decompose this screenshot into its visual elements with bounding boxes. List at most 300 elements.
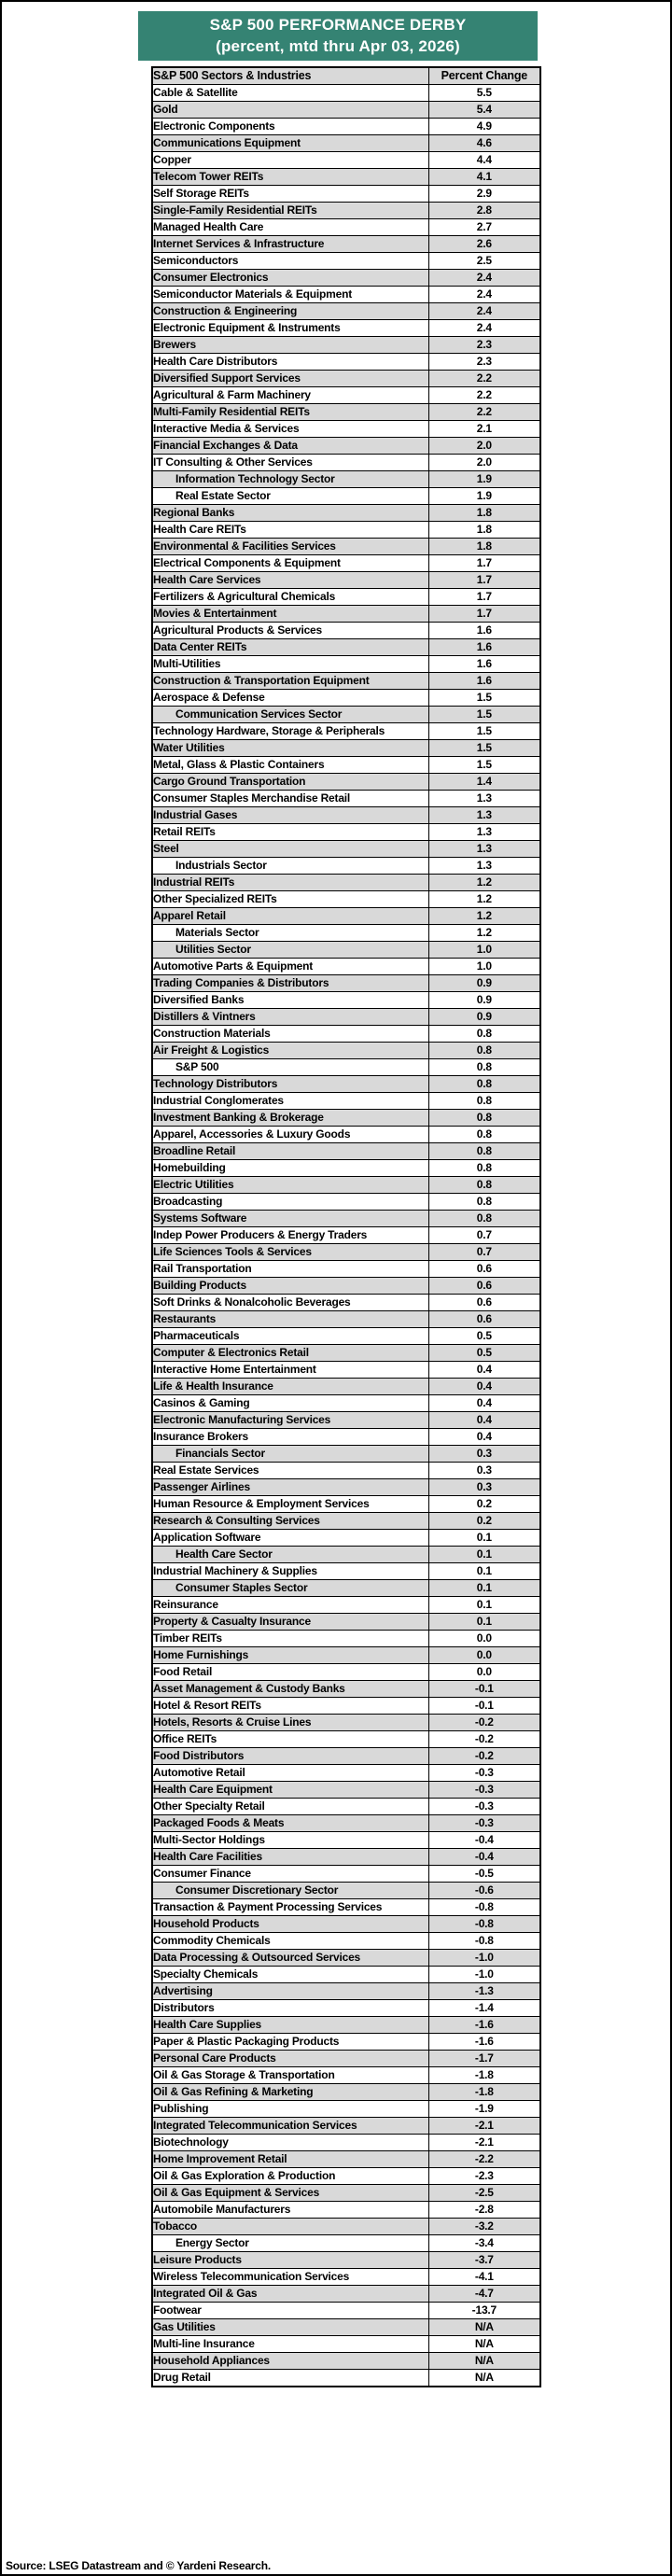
table-row — [152, 2151, 540, 2168]
table-row — [152, 2319, 540, 2336]
table-row — [152, 1311, 540, 1328]
table-row — [152, 2168, 540, 2185]
percent-change-cell: 1.3 — [428, 824, 540, 841]
sector-name-cell: Reinsurance — [152, 1597, 428, 1614]
table-row — [152, 2303, 540, 2319]
table-row — [152, 387, 540, 404]
sector-name-cell: Food Retail — [152, 1664, 428, 1681]
sector-name-cell: Automotive Parts & Equipment — [152, 959, 428, 975]
sector-name-cell: Industrials Sector — [152, 858, 428, 875]
sector-name-cell: Utilities Sector — [152, 942, 428, 959]
table-row — [152, 1547, 540, 1563]
percent-change-cell: 0.8 — [428, 1127, 540, 1143]
percent-change-cell: 1.8 — [428, 539, 540, 555]
report-title: S&P 500 PERFORMANCE DERBY — [209, 16, 467, 34]
sector-name-cell: Household Appliances — [152, 2353, 428, 2370]
table-row — [152, 354, 540, 371]
percent-change-cell: 1.8 — [428, 522, 540, 539]
percent-change-cell: 1.5 — [428, 740, 540, 757]
table-row — [152, 2219, 540, 2235]
percent-change-cell: 4.6 — [428, 135, 540, 152]
sector-name-cell: Human Resource & Employment Services — [152, 1496, 428, 1513]
table-row — [152, 1059, 540, 1076]
table-row — [152, 2000, 540, 2017]
table-row — [152, 1160, 540, 1177]
table-row — [152, 1496, 540, 1513]
sector-name-cell: Consumer Staples Merchandise Retail — [152, 791, 428, 807]
percent-change-cell: 2.4 — [428, 303, 540, 320]
table-row — [152, 169, 540, 186]
table-row — [152, 2370, 540, 2387]
sector-name-cell: Hotels, Resorts & Cruise Lines — [152, 1715, 428, 1731]
table-row — [152, 1009, 540, 1026]
percent-change-cell: 1.2 — [428, 875, 540, 891]
percent-change-cell: -3.7 — [428, 2252, 540, 2269]
percent-change-cell: 1.7 — [428, 555, 540, 572]
percent-change-cell: 1.3 — [428, 807, 540, 824]
sector-name-cell: Oil & Gas Refining & Marketing — [152, 2084, 428, 2101]
sector-name-cell: Wireless Telecommunication Services — [152, 2269, 428, 2286]
table-row — [152, 1967, 540, 1983]
percent-change-cell: 0.8 — [428, 1177, 540, 1194]
table-row — [152, 522, 540, 539]
sector-name-cell: Industrial REITs — [152, 875, 428, 891]
table-row — [152, 1362, 540, 1379]
sector-name-cell: Cargo Ground Transportation — [152, 774, 428, 791]
sector-name-cell: Construction & Transportation Equipment — [152, 673, 428, 690]
table-row — [152, 320, 540, 337]
sector-name-cell: Systems Software — [152, 1211, 428, 1227]
table-row — [152, 1278, 540, 1295]
sector-name-cell: Tobacco — [152, 2219, 428, 2235]
table-row — [152, 1916, 540, 1933]
sector-name-cell: Electronic Manufacturing Services — [152, 1412, 428, 1429]
percent-change-cell: 0.7 — [428, 1244, 540, 1261]
percent-change-cell: 0.0 — [428, 1647, 540, 1664]
percent-change-cell: 1.3 — [428, 791, 540, 807]
sector-name-cell: Consumer Staples Sector — [152, 1580, 428, 1597]
percent-change-cell: 0.2 — [428, 1513, 540, 1530]
sector-name-cell: S&P 500 — [152, 1059, 428, 1076]
sector-name-cell: Insurance Brokers — [152, 1429, 428, 1446]
table-row — [152, 135, 540, 152]
sector-name-cell: Multi-Sector Holdings — [152, 1832, 428, 1849]
table-row — [152, 1143, 540, 1160]
table-row — [152, 337, 540, 354]
percent-change-cell: 1.7 — [428, 589, 540, 606]
table-row — [152, 1395, 540, 1412]
percent-change-cell: -3.4 — [428, 2235, 540, 2252]
sector-name-cell: Information Technology Sector — [152, 471, 428, 488]
table-row — [152, 1883, 540, 1899]
sector-name-cell: Real Estate Services — [152, 1463, 428, 1479]
sector-name-cell: Rail Transportation — [152, 1261, 428, 1278]
table-row — [152, 253, 540, 270]
table-row — [152, 1782, 540, 1799]
sector-name-cell: Data Processing & Outsourced Services — [152, 1950, 428, 1967]
table-row — [152, 992, 540, 1009]
sector-name-cell: Research & Consulting Services — [152, 1513, 428, 1530]
sector-name-cell: Technology Distributors — [152, 1076, 428, 1093]
percent-change-cell: 0.8 — [428, 1194, 540, 1211]
percent-change-cell: -2.1 — [428, 2118, 540, 2135]
sector-name-cell: Steel — [152, 841, 428, 858]
sector-name-cell: Building Products — [152, 1278, 428, 1295]
table-row — [152, 1244, 540, 1261]
percent-change-cell: -0.8 — [428, 1916, 540, 1933]
sector-name-cell: Health Care Equipment — [152, 1782, 428, 1799]
table-row — [152, 707, 540, 723]
percent-change-cell: 1.2 — [428, 925, 540, 942]
percent-change-cell: 0.1 — [428, 1547, 540, 1563]
table-row — [152, 1698, 540, 1715]
sector-name-cell: Fertilizers & Agricultural Chemicals — [152, 589, 428, 606]
sector-name-cell: Paper & Plastic Packaging Products — [152, 2034, 428, 2051]
sector-name-cell: Health Care Sector — [152, 1547, 428, 1563]
table-row — [152, 421, 540, 438]
percent-change-cell: 2.4 — [428, 270, 540, 287]
table-row — [152, 1295, 540, 1311]
sector-name-cell: Electric Utilities — [152, 1177, 428, 1194]
table-row — [152, 1379, 540, 1395]
percent-change-cell: -0.2 — [428, 1731, 540, 1748]
sector-name-cell: Automobile Manufacturers — [152, 2202, 428, 2219]
table-row — [152, 303, 540, 320]
sector-name-cell: Industrial Conglomerates — [152, 1093, 428, 1110]
table-row — [152, 1849, 540, 1866]
sector-name-cell: Gold — [152, 102, 428, 119]
percent-change-cell: -2.3 — [428, 2168, 540, 2185]
sector-name-cell: Agricultural Products & Services — [152, 623, 428, 639]
sector-name-cell: Air Freight & Logistics — [152, 1043, 428, 1059]
percent-change-cell: 1.5 — [428, 757, 540, 774]
percent-change-cell: 2.4 — [428, 320, 540, 337]
percent-change-cell: 1.2 — [428, 891, 540, 908]
table-row — [152, 1429, 540, 1446]
percent-change-cell: 1.6 — [428, 673, 540, 690]
percent-change-cell: 1.7 — [428, 572, 540, 589]
percent-change-cell: -0.2 — [428, 1715, 540, 1731]
table-row — [152, 1950, 540, 1967]
percent-change-cell: 1.8 — [428, 505, 540, 522]
percent-change-cell: -4.7 — [428, 2286, 540, 2303]
table-row — [152, 152, 540, 169]
table-row — [152, 2202, 540, 2219]
percent-change-cell: -2.2 — [428, 2151, 540, 2168]
table-row — [152, 539, 540, 555]
table-row — [152, 85, 540, 102]
sector-name-cell: Industrial Machinery & Supplies — [152, 1563, 428, 1580]
sector-name-cell: Internet Services & Infrastructure — [152, 236, 428, 253]
sector-name-cell: Semiconductors — [152, 253, 428, 270]
percent-change-cell: 0.4 — [428, 1412, 540, 1429]
table-row — [152, 1177, 540, 1194]
percent-change-cell: 0.2 — [428, 1496, 540, 1513]
table-row — [152, 1597, 540, 1614]
sector-name-cell: Timber REITs — [152, 1631, 428, 1647]
table-row — [152, 1026, 540, 1043]
percent-change-cell: 1.9 — [428, 488, 540, 505]
table-row — [152, 1563, 540, 1580]
table-row — [152, 1899, 540, 1916]
sector-name-cell: Application Software — [152, 1530, 428, 1547]
percent-change-cell: -2.5 — [428, 2185, 540, 2202]
percent-change-cell: 4.9 — [428, 119, 540, 135]
sector-name-cell: Single-Family Residential REITs — [152, 203, 428, 219]
table-row — [152, 723, 540, 740]
sector-name-cell: Property & Casualty Insurance — [152, 1614, 428, 1631]
sector-name-cell: Retail REITs — [152, 824, 428, 841]
sector-name-cell: Transaction & Payment Processing Services — [152, 1899, 428, 1916]
sector-name-cell: Multi-Family Residential REITs — [152, 404, 428, 421]
sector-name-cell: Self Storage REITs — [152, 186, 428, 203]
percent-change-cell: 0.0 — [428, 1664, 540, 1681]
percent-change-cell: -1.6 — [428, 2017, 540, 2034]
table-row — [152, 1076, 540, 1093]
sector-name-cell: Indep Power Producers & Energy Traders — [152, 1227, 428, 1244]
sector-name-cell: Integrated Telecommunication Services — [152, 2118, 428, 2135]
sector-name-cell: Aerospace & Defense — [152, 690, 428, 707]
table-row — [152, 1127, 540, 1143]
percent-change-cell: -0.3 — [428, 1815, 540, 1832]
sector-name-cell: Apparel Retail — [152, 908, 428, 925]
sector-name-cell: Electrical Components & Equipment — [152, 555, 428, 572]
percent-change-cell: 0.5 — [428, 1328, 540, 1345]
sector-name-cell: Other Specialty Retail — [152, 1799, 428, 1815]
table-row — [152, 1631, 540, 1647]
table-row — [152, 2135, 540, 2151]
table-row — [152, 2067, 540, 2084]
sector-name-cell: Integrated Oil & Gas — [152, 2286, 428, 2303]
table-row — [152, 2101, 540, 2118]
table-row — [152, 1815, 540, 1832]
percent-change-cell: -1.9 — [428, 2101, 540, 2118]
percent-change-cell: 0.4 — [428, 1379, 540, 1395]
sector-name-cell: Regional Banks — [152, 505, 428, 522]
sector-name-cell: Health Care REITs — [152, 522, 428, 539]
table-row — [152, 471, 540, 488]
sector-name-cell: Drug Retail — [152, 2370, 428, 2387]
percent-change-cell: 0.1 — [428, 1563, 540, 1580]
table-row — [152, 438, 540, 455]
table-row — [152, 673, 540, 690]
percent-change-cell: 1.0 — [428, 959, 540, 975]
sector-name-cell: Telecom Tower REITs — [152, 169, 428, 186]
sector-name-cell: Packaged Foods & Meats — [152, 1815, 428, 1832]
percent-change-cell: 0.7 — [428, 1227, 540, 1244]
table-row — [152, 1799, 540, 1815]
percent-change-cell: N/A — [428, 2370, 540, 2387]
table-row — [152, 488, 540, 505]
percent-change-cell: 0.3 — [428, 1446, 540, 1463]
percent-change-cell: 0.8 — [428, 1076, 540, 1093]
sector-name-cell: IT Consulting & Other Services — [152, 455, 428, 471]
percent-change-cell: 0.4 — [428, 1362, 540, 1379]
table-row — [152, 690, 540, 707]
percent-change-cell: 0.3 — [428, 1479, 540, 1496]
percent-change-cell: 4.1 — [428, 169, 540, 186]
table-row — [152, 505, 540, 522]
sector-name-cell: Broadline Retail — [152, 1143, 428, 1160]
percent-change-cell: -0.3 — [428, 1799, 540, 1815]
sector-name-cell: Communication Services Sector — [152, 707, 428, 723]
table-header-row — [152, 67, 540, 85]
table-row — [152, 959, 540, 975]
sector-name-cell: Construction Materials — [152, 1026, 428, 1043]
table-row — [152, 1681, 540, 1698]
percent-change-cell: 0.1 — [428, 1597, 540, 1614]
percent-change-cell: -0.3 — [428, 1765, 540, 1782]
percent-change-cell: 2.8 — [428, 203, 540, 219]
sector-name-cell: Energy Sector — [152, 2235, 428, 2252]
table-row — [152, 1446, 540, 1463]
table-row — [152, 1832, 540, 1849]
table-row — [152, 2051, 540, 2067]
table-row — [152, 1513, 540, 1530]
table-row — [152, 925, 540, 942]
sector-name-cell: Interactive Home Entertainment — [152, 1362, 428, 1379]
percent-change-cell: 2.7 — [428, 219, 540, 236]
percent-change-cell: -0.1 — [428, 1698, 540, 1715]
sector-name-cell: Trading Companies & Distributors — [152, 975, 428, 992]
sector-name-cell: Asset Management & Custody Banks — [152, 1681, 428, 1698]
table-row — [152, 639, 540, 656]
sector-name-cell: Soft Drinks & Nonalcoholic Beverages — [152, 1295, 428, 1311]
table-row — [152, 1715, 540, 1731]
sector-name-cell: Construction & Engineering — [152, 303, 428, 320]
percent-change-cell: 2.4 — [428, 287, 540, 303]
percent-change-cell: 0.8 — [428, 1143, 540, 1160]
percent-change-cell: 0.0 — [428, 1631, 540, 1647]
percent-change-cell: -2.1 — [428, 2135, 540, 2151]
percent-change-cell: 2.0 — [428, 455, 540, 471]
percent-change-cell: 0.4 — [428, 1395, 540, 1412]
sector-name-cell: Leisure Products — [152, 2252, 428, 2269]
percent-change-cell: 1.3 — [428, 841, 540, 858]
table-row — [152, 589, 540, 606]
percent-change-cell: 2.3 — [428, 354, 540, 371]
sector-name-cell: Apparel, Accessories & Luxury Goods — [152, 1127, 428, 1143]
percent-change-cell: -0.1 — [428, 1681, 540, 1698]
percent-change-cell: 0.6 — [428, 1295, 540, 1311]
sector-name-cell: Other Specialized REITs — [152, 891, 428, 908]
sector-name-cell: Interactive Media & Services — [152, 421, 428, 438]
table-row — [152, 1664, 540, 1681]
sector-name-cell: Diversified Support Services — [152, 371, 428, 387]
percent-change-cell: -0.5 — [428, 1866, 540, 1883]
percent-change-cell: 0.8 — [428, 1160, 540, 1177]
percent-change-cell: 4.4 — [428, 152, 540, 169]
table-row — [152, 1110, 540, 1127]
percent-change-cell: N/A — [428, 2336, 540, 2353]
table-row — [152, 1093, 540, 1110]
sector-name-cell: Movies & Entertainment — [152, 606, 428, 623]
column-header-sectors: S&P 500 Sectors & Industries — [152, 67, 428, 85]
percent-change-cell: 0.6 — [428, 1278, 540, 1295]
table-row — [152, 858, 540, 875]
table-row — [152, 623, 540, 639]
percent-change-cell: 2.2 — [428, 387, 540, 404]
table-row — [152, 1043, 540, 1059]
sector-name-cell: Semiconductor Materials & Equipment — [152, 287, 428, 303]
percent-change-cell: -0.4 — [428, 1849, 540, 1866]
percent-change-cell: 0.8 — [428, 1059, 540, 1076]
sector-name-cell: Computer & Electronics Retail — [152, 1345, 428, 1362]
sector-name-cell: Homebuilding — [152, 1160, 428, 1177]
table-row — [152, 824, 540, 841]
report-subtitle: (percent, mtd thru Apr 03, 2026) — [216, 37, 460, 55]
percent-change-cell: 0.1 — [428, 1530, 540, 1547]
percent-change-cell: 1.9 — [428, 471, 540, 488]
table-row — [152, 287, 540, 303]
column-header-percent-change: Percent Change — [428, 67, 540, 85]
sector-name-cell: Materials Sector — [152, 925, 428, 942]
sector-name-cell: Home Improvement Retail — [152, 2151, 428, 2168]
sector-name-cell: Health Care Services — [152, 572, 428, 589]
percent-change-cell: 0.8 — [428, 1043, 540, 1059]
table-row — [152, 841, 540, 858]
table-row — [152, 656, 540, 673]
table-row — [152, 975, 540, 992]
sector-name-cell: Gas Utilities — [152, 2319, 428, 2336]
report-title-box — [138, 11, 538, 61]
table-row — [152, 2353, 540, 2370]
table-row — [152, 1194, 540, 1211]
table-row — [152, 1731, 540, 1748]
percent-change-cell: 1.2 — [428, 908, 540, 925]
sector-name-cell: Casinos & Gaming — [152, 1395, 428, 1412]
sector-name-cell: Metal, Glass & Plastic Containers — [152, 757, 428, 774]
percent-change-cell: 1.5 — [428, 707, 540, 723]
sector-name-cell: Brewers — [152, 337, 428, 354]
sector-name-cell: Oil & Gas Exploration & Production — [152, 2168, 428, 2185]
table-row — [152, 891, 540, 908]
sector-name-cell: Automotive Retail — [152, 1765, 428, 1782]
percent-change-cell: 0.3 — [428, 1463, 540, 1479]
table-row — [152, 1261, 540, 1278]
percent-change-cell: 0.9 — [428, 975, 540, 992]
table-row — [152, 2269, 540, 2286]
sector-name-cell: Water Utilities — [152, 740, 428, 757]
sector-name-cell: Oil & Gas Equipment & Services — [152, 2185, 428, 2202]
sector-name-cell: Diversified Banks — [152, 992, 428, 1009]
percent-change-cell: 1.6 — [428, 656, 540, 673]
sector-name-cell: Distillers & Vintners — [152, 1009, 428, 1026]
performance-table — [151, 66, 541, 2387]
sector-name-cell: Cable & Satellite — [152, 85, 428, 102]
percent-change-cell: -1.8 — [428, 2067, 540, 2084]
sector-name-cell: Electronic Components — [152, 119, 428, 135]
sector-name-cell: Distributors — [152, 2000, 428, 2017]
sector-name-cell: Life Sciences Tools & Services — [152, 1244, 428, 1261]
table-row — [152, 908, 540, 925]
sector-name-cell: Hotel & Resort REITs — [152, 1698, 428, 1715]
percent-change-cell: -1.0 — [428, 1950, 540, 1967]
percent-change-cell: -0.6 — [428, 1883, 540, 1899]
sector-name-cell: Passenger Airlines — [152, 1479, 428, 1496]
table-row — [152, 455, 540, 471]
sector-name-cell: Financial Exchanges & Data — [152, 438, 428, 455]
table-row — [152, 774, 540, 791]
table-row — [152, 791, 540, 807]
table-row — [152, 119, 540, 135]
percent-change-cell: -1.3 — [428, 1983, 540, 2000]
table-row — [152, 1983, 540, 2000]
table-row — [152, 203, 540, 219]
sector-name-cell: Commodity Chemicals — [152, 1933, 428, 1950]
table-row — [152, 2252, 540, 2269]
table-row — [152, 236, 540, 253]
